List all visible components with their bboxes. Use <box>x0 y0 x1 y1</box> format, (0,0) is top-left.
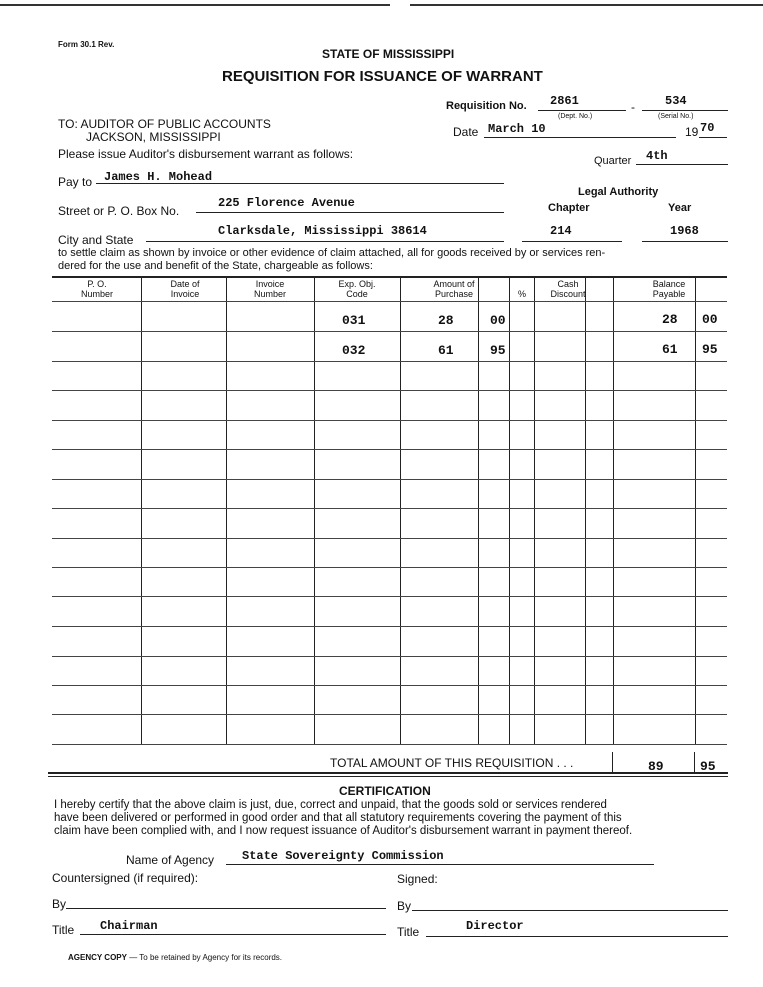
agency-value: State Sovereignty Commission <box>242 849 444 863</box>
top-border <box>0 4 390 6</box>
quarter-line <box>636 164 728 165</box>
col-divider <box>534 276 535 745</box>
col-divider <box>509 276 510 745</box>
date-line <box>484 137 676 138</box>
pay-to-value: James H. Mohead <box>104 170 213 184</box>
row-rule <box>52 420 727 421</box>
header-cash <box>534 279 602 299</box>
row-rule <box>52 656 727 657</box>
left-by-label: By <box>52 897 67 911</box>
total-rule-2 <box>48 776 728 777</box>
header-pct <box>511 289 533 299</box>
left-title-label: Title <box>52 923 75 937</box>
col-divider <box>695 276 696 745</box>
right-title-value: Director <box>466 919 524 933</box>
page-title: REQUISITION FOR ISSUANCE OF WARRANT <box>222 68 543 85</box>
row-rule <box>52 538 727 539</box>
row-rule <box>52 744 727 745</box>
header-exp-text: Exp. Obj. Code <box>338 279 376 299</box>
row1-amount-dollars: 28 <box>438 313 454 328</box>
instruction: Please issue Auditor's disbursement warrant as follows: <box>58 147 354 161</box>
header-date <box>160 279 210 299</box>
legal-year-line <box>642 241 728 242</box>
city-line <box>146 241 504 242</box>
row-rule <box>52 301 727 302</box>
total-cents: 95 <box>700 759 716 774</box>
header-pct-text: % <box>517 289 526 299</box>
state-heading: STATE OF MISSISSIPPI <box>322 47 455 61</box>
year-line <box>699 137 727 138</box>
total-cents-divider <box>694 752 695 772</box>
header-exp <box>328 279 386 299</box>
year-suffix: 70 <box>700 121 715 135</box>
header-invoice <box>245 279 295 299</box>
settle-line2: dered for the use and benefit of the State, chargeable as follows: <box>58 260 373 272</box>
right-by-line <box>412 910 728 911</box>
col-divider <box>613 276 614 745</box>
row1-balance-dollars: 28 <box>662 312 678 327</box>
header-po <box>72 279 122 299</box>
chapter-value: 214 <box>550 224 572 238</box>
dept-no-value: 2861 <box>550 94 579 108</box>
row1-balance-cents: 00 <box>702 312 718 327</box>
quarter-value: 4th <box>646 149 668 163</box>
row2-exp-code: 032 <box>342 343 366 358</box>
settle-line1: to settle claim as shown by invoice or other evidence of claim attached, all for goods received by or services ren- <box>58 247 606 259</box>
col-divider <box>141 276 142 745</box>
row-rule <box>52 596 727 597</box>
date-value: March 10 <box>488 122 546 136</box>
claims-table <box>52 276 727 745</box>
street-label: Street or P. O. Box No. <box>58 204 180 218</box>
row-rule <box>52 390 727 391</box>
pay-to-label: Pay to <box>58 175 93 189</box>
right-title-label: Title <box>397 925 420 939</box>
row-rule <box>52 714 727 715</box>
header-date-text: Date of Invoice <box>170 279 200 299</box>
row-rule <box>52 508 727 509</box>
col-divider <box>314 276 315 745</box>
certification-line3: claim have been complied with, and I now request issuance of Auditor's disbursement warrant in payment thereof. <box>54 825 633 837</box>
col-divider <box>400 276 401 745</box>
total-box <box>612 752 728 772</box>
legal-year-label: Year <box>668 202 692 214</box>
header-cash-text: Cash Discount <box>550 279 586 299</box>
street-line <box>196 212 504 213</box>
header-balance-text: Balance Payable <box>652 279 686 299</box>
serial-no-line <box>642 110 728 111</box>
requisition-label: Requisition No. <box>446 100 527 112</box>
dept-no-line <box>538 110 626 111</box>
row-rule <box>52 479 727 480</box>
header-invoice-text: Invoice Number <box>253 279 286 299</box>
dept-no-caption: (Dept. No.) <box>558 113 593 120</box>
footer-bold: AGENCY COPY <box>68 953 127 962</box>
left-title-line <box>80 934 386 935</box>
col-divider <box>478 276 479 745</box>
total-rule <box>48 772 728 774</box>
agency-label: Name of Agency <box>126 853 215 867</box>
footer-rest: — To be retained by Agency for its records. <box>126 953 283 962</box>
col-divider <box>226 276 227 745</box>
right-title-line <box>426 936 728 937</box>
left-by-line <box>66 908 386 909</box>
chapter-line <box>522 241 622 242</box>
col-divider <box>585 276 586 745</box>
row2-amount-dollars: 61 <box>438 343 454 358</box>
row1-amount-cents: 00 <box>490 313 506 328</box>
total-dollars: 89 <box>648 759 664 774</box>
header-po-text: P. O. Number <box>80 279 113 299</box>
top-border-right <box>410 4 763 6</box>
serial-no-value: 534 <box>665 94 687 108</box>
total-label: TOTAL AMOUNT OF THIS REQUISITION . . . <box>330 756 574 770</box>
legal-year-value: 1968 <box>670 224 699 238</box>
street-value: 225 Florence Avenue <box>218 196 355 210</box>
row-rule <box>52 449 727 450</box>
to-line1: TO: AUDITOR OF PUBLIC ACCOUNTS <box>58 117 271 131</box>
agency-line <box>226 864 654 865</box>
table-top-rule <box>52 276 727 278</box>
certification-title: CERTIFICATION <box>339 784 431 798</box>
dash: - <box>631 100 635 114</box>
left-title-value: Chairman <box>100 919 158 933</box>
city-value: Clarksdale, Mississippi 38614 <box>218 224 427 238</box>
header-balance <box>636 279 702 299</box>
right-by-label: By <box>397 899 412 913</box>
row2-amount-cents: 95 <box>490 343 506 358</box>
form-number: Form 30.1 Rev. <box>58 40 115 49</box>
row-rule <box>52 361 727 362</box>
year-prefix: 19 <box>685 125 699 139</box>
legal-authority-title: Legal Authority <box>578 186 659 198</box>
certification-line2: have been delivered or performed in good order and that all statutory requirements covering the payment of this <box>54 812 622 824</box>
date-label: Date <box>453 125 479 139</box>
header-amount <box>422 279 486 299</box>
serial-no-caption: (Serial No.) <box>658 113 694 120</box>
signed-label: Signed: <box>397 872 438 886</box>
header-amount-text: Amount of Purchase <box>433 279 475 299</box>
city-label: City and State <box>58 233 134 247</box>
footer-note <box>68 953 282 962</box>
certification-line1: I hereby certify that the above claim is just, due, correct and unpaid, that the goods sold or services rendered <box>54 799 607 811</box>
row-rule <box>52 626 727 627</box>
row-rule <box>52 685 727 686</box>
to-line2: JACKSON, MISSISSIPPI <box>86 130 221 144</box>
row1-exp-code: 031 <box>342 313 366 328</box>
row2-balance-cents: 95 <box>702 342 718 357</box>
row2-balance-dollars: 61 <box>662 342 678 357</box>
row-rule <box>52 331 727 332</box>
quarter-label: Quarter <box>594 155 632 167</box>
chapter-label: Chapter <box>548 202 590 214</box>
countersigned-label: Countersigned (if required): <box>52 871 199 885</box>
row-rule <box>52 567 727 568</box>
